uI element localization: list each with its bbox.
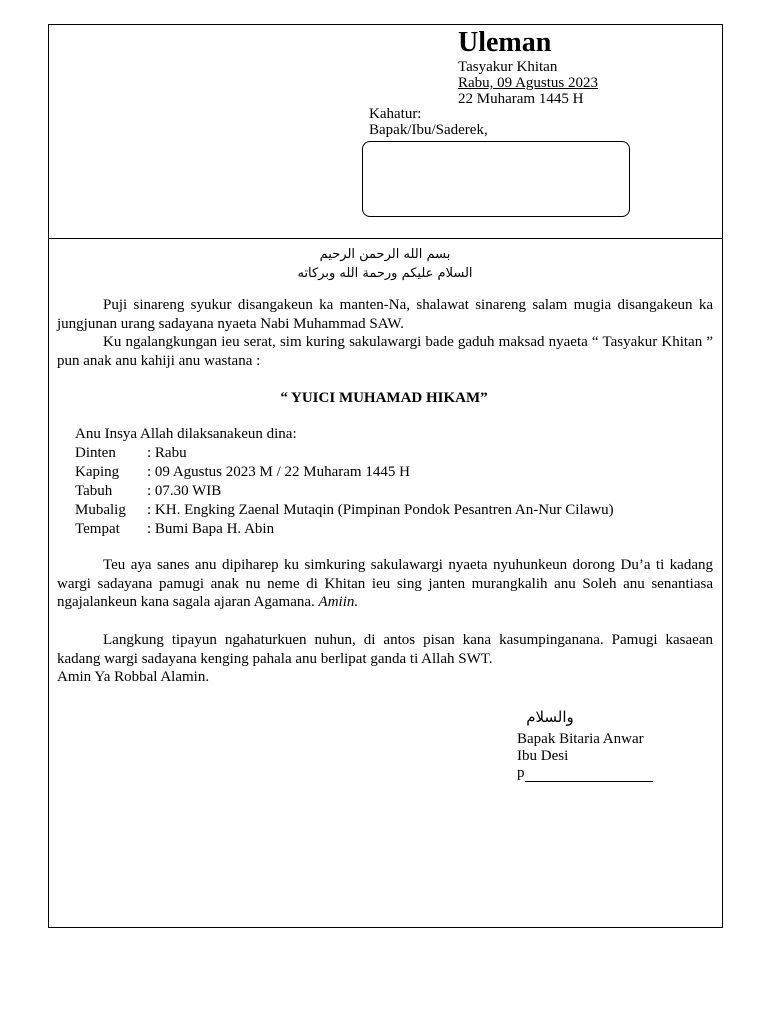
signer-mother: Ibu Desi: [517, 748, 569, 764]
schedule-value: : KH. Engking Zaenal Mutaqin (Pimpinan Pondok Pesantren An-Nur Cilawu): [147, 502, 614, 518]
hope-section: [57, 556, 713, 612]
schedule-row: [75, 444, 614, 463]
schedule-label: Dinten: [75, 445, 116, 461]
closing-section: [57, 631, 713, 687]
closing-paragraph: Langkung tipayun ngahaturkuen nuhun, di antos pisan kana kasumpinganana. Pamugi kasaean kadang wargi sadayana kenging pahala anu berlipat ganda ti Allah SWT.: [57, 632, 713, 667]
event-name: Tasyakur Khitan: [458, 59, 558, 75]
schedule-label: Tempat: [75, 521, 120, 537]
signer-father: Bapak Bitaria Anwar: [517, 731, 644, 747]
address-box: [362, 141, 630, 217]
intro-section: [57, 296, 713, 370]
amin-line: Amin Ya Robbal Alamin.: [57, 669, 210, 685]
schedule-label: Tabuh: [75, 483, 113, 499]
hope-paragraph: [57, 556, 713, 612]
intro-paragraph-2: Ku ngalangkungan ieu serat, sim kuring sakulawargi bade gaduh maksad nyaeta “ Tasyakur Khitan ” pun anak anu kahiji anu wastana :: [57, 334, 713, 369]
basmala: بسم الله الرحمن الرحيم: [319, 247, 451, 262]
child-name: “ YUICI MUHAMAD HIKAM”: [280, 390, 488, 406]
hope-text: Teu aya sanes anu dipiharep ku simkuring sakulawargi nyaeta nyuhunkeun dorong Du’a ti kadang wargi sadayana pamugi anak nu neme di Khitan ieu sing janten murangkalih anu Soleh anu senantiasa ngajalankeun kana sagala ajaran Agamana.: [57, 557, 713, 610]
invitation-title: Uleman: [458, 27, 552, 58]
intro-paragraph-1: Puji sinareng syukur disangakeun ka manten-Na, shalawat sinareng salam mugia disangakeun ka jungjunan urang sadayana nyaeta Nabi Muhammad SAW.: [57, 297, 713, 332]
amiin-text: Amiin.: [318, 594, 359, 610]
schedule-label: Kaping: [75, 464, 120, 480]
to-label: Kahatur:: [369, 106, 422, 122]
signature-prefix: p: [517, 765, 525, 781]
signature-line: [525, 767, 653, 782]
schedule-row: [75, 463, 614, 482]
schedule-value: : 09 Agustus 2023 M / 22 Muharam 1445 H: [147, 464, 410, 480]
divider-tick: [722, 238, 723, 248]
hijri-date: 22 Muharam 1445 H: [458, 91, 584, 107]
schedule-row: [75, 482, 614, 501]
schedule-label: Mubalig: [75, 502, 126, 518]
schedule-intro: Anu Insya Allah dilaksanakeun dina:: [75, 426, 297, 442]
schedule-row: [75, 501, 614, 520]
schedule-value: : 07.30 WIB: [147, 483, 222, 499]
schedule-row: [75, 520, 614, 539]
wassalam: والسلام: [526, 708, 574, 726]
signature-block: [517, 731, 653, 782]
schedule-value: : Bumi Bapa H. Abin: [147, 521, 275, 537]
salam-greeting: السلام عليكم ورحمة الله وبركاته: [297, 266, 473, 281]
event-date: Rabu, 09 Agustus 2023: [458, 75, 599, 91]
schedule-details: [75, 425, 614, 539]
recipient-label: Bapak/Ibu/Saderek,: [369, 122, 488, 138]
schedule-value: : Rabu: [147, 445, 187, 461]
section-divider: [48, 238, 723, 239]
signature-line-row: [517, 765, 653, 782]
